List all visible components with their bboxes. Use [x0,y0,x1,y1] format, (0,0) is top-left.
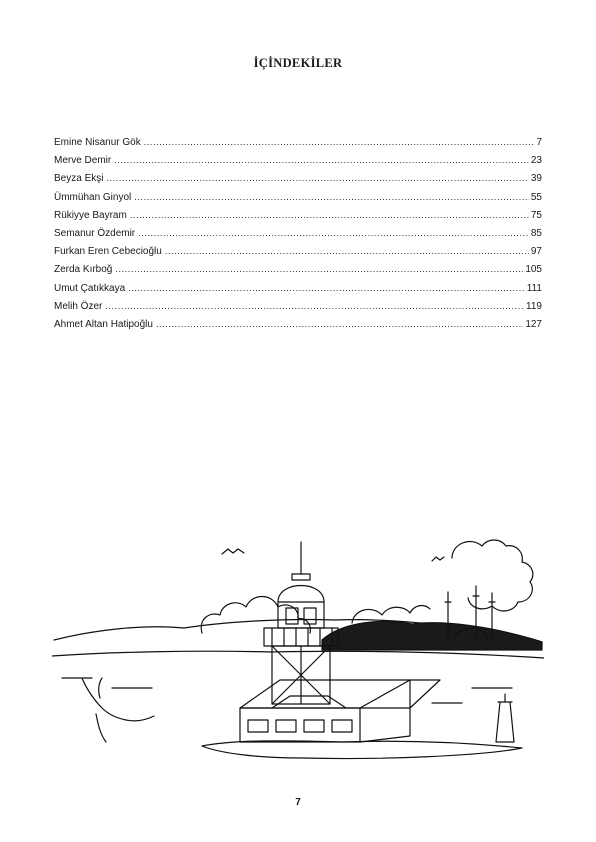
toc-leader [115,264,523,275]
toc-entry-name: Umut Çatıkkaya [54,282,126,294]
house-window [332,720,352,732]
maidens-tower-sketch [52,528,544,768]
island-rock [202,741,522,759]
water-line [62,678,512,703]
toc-entry[interactable] [54,173,542,191]
toc-entry[interactable] [54,192,542,210]
page-number: 7 [295,797,301,808]
house-window [304,720,324,732]
toc-entry-name: Ahmet Altan Hatipoğlu [54,318,153,330]
toc-entry-page: 111 [526,282,542,294]
toc-entry-name: Emine Nisanur Gök [54,137,141,148]
toc-entry[interactable] [54,228,542,246]
house-wall [240,708,360,742]
toc-leader [165,246,529,257]
house-window [248,720,268,732]
toc-entry[interactable] [54,137,542,155]
toc-leader [105,301,524,312]
toc-leader [130,210,529,221]
toc-entry-name: Zerda Kırboğ [54,264,113,276]
toc-entry-page: 23 [530,155,542,167]
toc-leader [134,192,529,203]
house-annex [360,680,410,742]
toc-leader [156,319,523,330]
toc-entry-page: 85 [530,227,542,239]
toc-entry-page: 119 [526,300,542,312]
small-lighthouse [496,694,514,742]
tower-window [304,608,316,624]
bird-sketch [222,549,244,554]
toc-entry-page: 127 [525,318,542,330]
toc-title: İÇİNDEKİLER [253,56,343,70]
toc-entry[interactable] [54,210,542,228]
toc-entry-page: 97 [530,246,542,258]
toc-entry-name: Furkan Eren Cebecioğlu [54,246,162,258]
toc-entry-name: Melih Özer [54,300,103,312]
toc-leader [106,173,528,184]
toc-entry-page: 39 [530,173,542,185]
dark-hill-sketch [322,621,542,650]
tower-lantern-room [278,602,324,628]
toc-entry[interactable] [54,319,542,337]
house-window [276,720,296,732]
toc-entry-name: Beyza Ekşi [54,173,104,185]
tower-cap [292,574,310,580]
toc-entry[interactable] [54,283,542,301]
toc-entry-page: 55 [530,191,542,203]
table-of-contents [54,137,542,337]
toc-entry[interactable] [54,246,542,264]
toc-entry-name: Rükiyye Bayram [54,209,127,221]
toc-entry[interactable] [54,264,542,282]
toc-entry-name: Ümmühan Ginyol [54,191,132,203]
toc-entry-name: Semanur Özdemir [54,227,136,239]
toc-entry-name: Merve Demir [54,155,112,167]
tower-dome [278,586,324,603]
bird-sketch [432,557,444,561]
toc-entry-page: 7 [536,137,542,148]
toc-entry-page: 75 [530,209,542,221]
toc-leader [138,228,529,239]
toc-leader [114,155,529,166]
porch-roof [272,696,346,708]
toc-entry[interactable] [54,301,542,319]
toc-leader [144,137,535,148]
toc-entry[interactable] [54,155,542,173]
toc-entry-page: 105 [525,264,542,276]
toc-leader [128,283,525,294]
tower-lattice [272,646,330,704]
shore-line [52,651,544,658]
